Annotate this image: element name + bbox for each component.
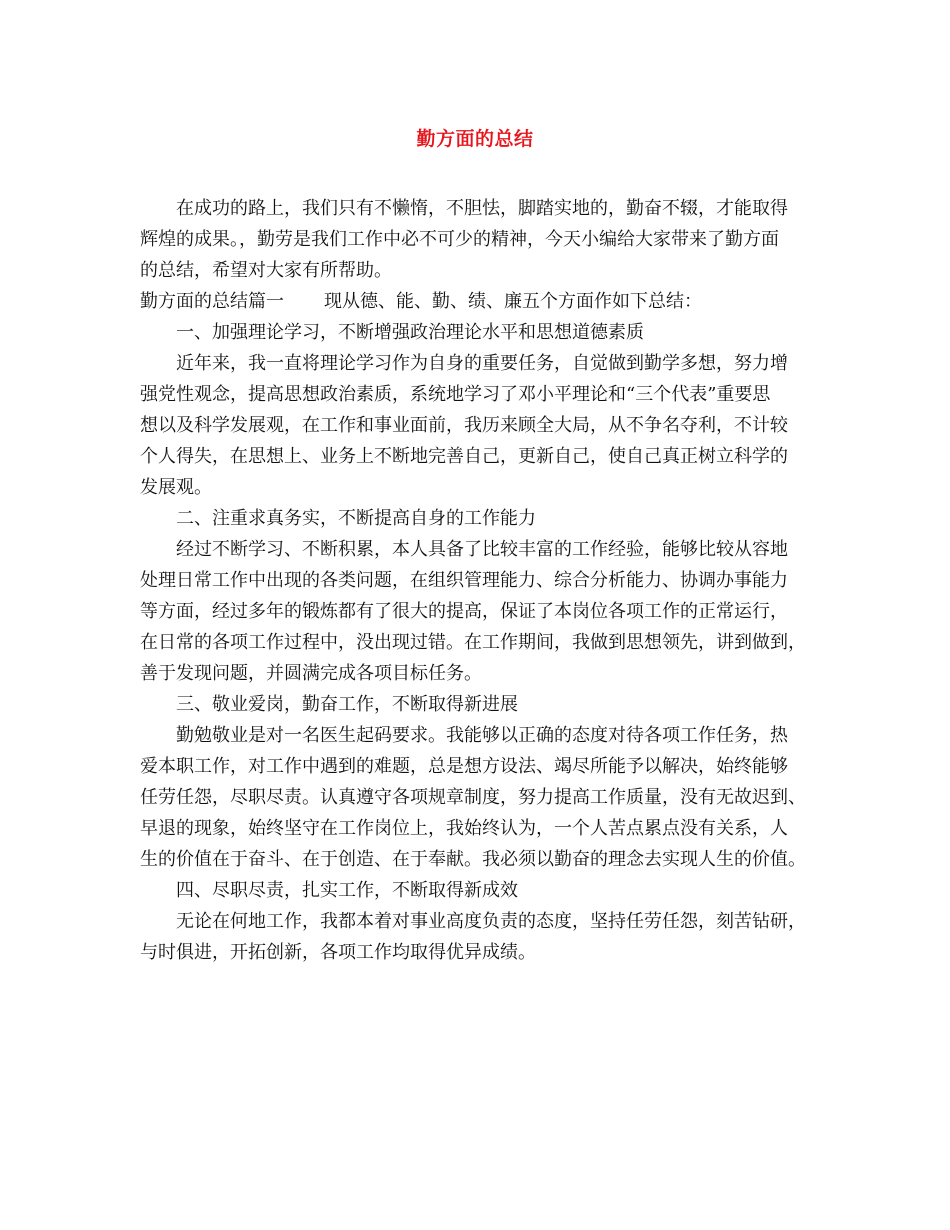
text-line: 个人得失，在思想上、业务上不断地完善自己，更新自己，使自己真正树立科学的 bbox=[140, 446, 788, 467]
text-line: 在成功的路上，我们只有不懒惰，不胆怯，脚踏实地的，勤奋不辍，才能取得 bbox=[176, 198, 788, 219]
section-heading-3: 三、敬业爱岗，勤奋工作，不断取得新进展 bbox=[176, 694, 518, 715]
text-line: 近年来，我一直将理论学习作为自身的重要任务，自觉做到勤学多想，努力增 bbox=[176, 353, 788, 374]
text-line: 早退的现象，始终坚守在工作岗位上，我始终认为，一个人苦点累点没有关系，人 bbox=[140, 818, 788, 839]
text-line: 发展观。 bbox=[140, 477, 212, 498]
section-paragraph-1 bbox=[140, 348, 820, 503]
text-line: 勤勉敬业是对一名医生起码要求。我能够以正确的态度对待各项工作任务，热 bbox=[176, 725, 788, 746]
piece-intro: 现从德、能、勤、绩、廉五个方面作如下总结： bbox=[324, 291, 702, 312]
section-paragraph-4 bbox=[140, 906, 820, 968]
piece-heading: 勤方面的总结篇一 bbox=[140, 291, 284, 312]
text-line: 善于发现问题，并圆满完成各项目标任务。 bbox=[140, 663, 482, 684]
text-line: 想以及科学发展观，在工作和事业面前，我历来顾全大局，从不争名夺利，不计较 bbox=[140, 415, 788, 436]
text-line: 处理日常工作中出现的各类问题，在组织管理能力、综合分析能力、协调办事能力 bbox=[140, 570, 788, 591]
section-paragraph-2 bbox=[140, 534, 820, 689]
text-line: 的总结，希望对大家有所帮助。 bbox=[140, 260, 392, 281]
piece-heading-line bbox=[140, 286, 820, 317]
text-line: 辉煌的成果。，勤劳是我们工作中必不可少的精神，今天小编给大家带来了勤方面 bbox=[140, 229, 779, 250]
text-line: 与时俱进，开拓创新，各项工作均取得优异成绩。 bbox=[140, 942, 536, 963]
intro-paragraph bbox=[140, 193, 820, 286]
document-title: 勤方面的总结 bbox=[416, 128, 534, 150]
text-line: 生的价值在于奋斗、在于创造、在于奉献。我必须以勤奋的理念去实现人生的价值。 bbox=[140, 849, 806, 870]
document-body bbox=[140, 193, 820, 968]
text-line: 任劳任怨，尽职尽责。认真遵守各项规章制度，努力提高工作质量，没有无故迟到、 bbox=[140, 787, 806, 808]
section-paragraph-3 bbox=[140, 720, 820, 875]
section-heading-1: 一、加强理论学习，不断增强政治理论水平和思想道德素质 bbox=[176, 322, 644, 343]
text-line: 爱本职工作，对工作中遇到的难题，总是想方设法、竭尽所能予以解决，始终能够 bbox=[140, 756, 788, 777]
text-line: 在日常的各项工作过程中，没出现过错。在工作期间，我做到思想领先，讲到做到， bbox=[140, 632, 806, 653]
section-heading-2: 二、注重求真务实，不断提高自身的工作能力 bbox=[176, 508, 536, 529]
text-line: 强党性观念，提高思想政治素质，系统地学习了邓小平理论和“三个代表”重要思 bbox=[140, 384, 771, 405]
text-line: 等方面，经过多年的锻炼都有了很大的提高，保证了本岗位各项工作的正常运行， bbox=[140, 601, 788, 622]
section-heading-4: 四、尽职尽责，扎实工作，不断取得新成效 bbox=[176, 880, 518, 901]
text-line: 无论在何地工作，我都本着对事业高度负责的态度，坚持任劳任怨，刻苦钻研， bbox=[176, 911, 806, 932]
text-line: 经过不断学习、不断积累，本人具备了比较丰富的工作经验，能够比较从容地 bbox=[176, 539, 788, 560]
